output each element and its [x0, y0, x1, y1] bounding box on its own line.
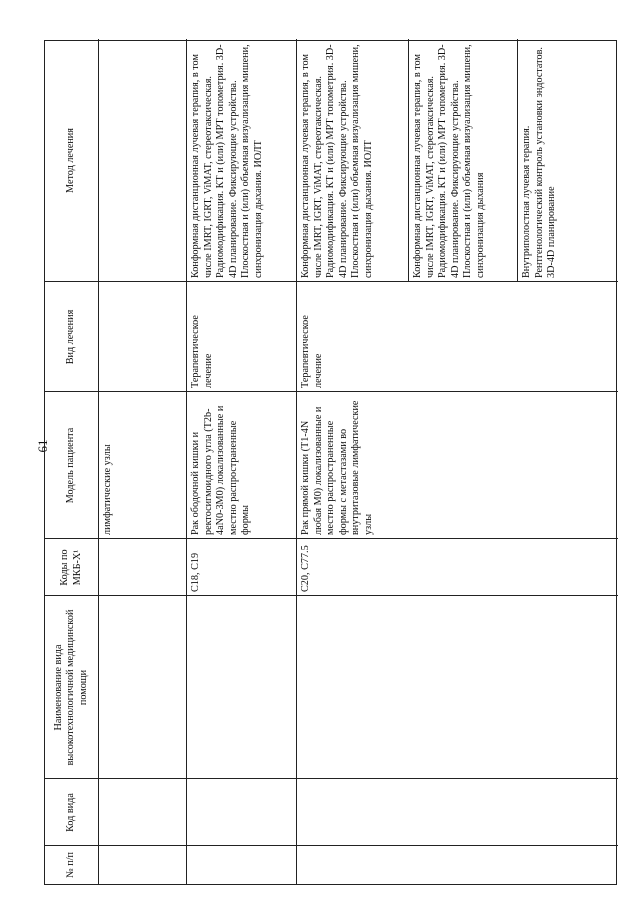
col-divider: [45, 845, 618, 846]
row-divider: [408, 39, 409, 282]
row-divider: [186, 39, 187, 884]
cell-vid: Терапевтическое лечение: [190, 315, 214, 388]
row-divider: [296, 39, 297, 884]
cell-method: Конформная дистанционная лучевая терапия, в том числе IMRT, IGRT, ViMAT, стереотаксическая. Радиомодификация. КТ и (или) МРТ топометрия. 3D-4D планирование. Фиксирующие устройства. Плоскостная и (или) объемная визуализация мишени, синхронизация дыхания. ИОЛТ: [190, 44, 264, 278]
cell-model: Рак прямой кишки (T1-4N любая M0) локализованные и местно распространенные формы с метастазами во внутритазовые лимфатические узлы: [300, 400, 374, 535]
header-mkb: Коды по МКБ-Х¹: [58, 549, 83, 586]
cell-vid: Терапевтическое лечение: [300, 315, 324, 388]
cell-mkb: C18, C19: [190, 552, 201, 592]
header-num: № п/п: [65, 852, 77, 879]
header-model: Модель пациента: [65, 427, 77, 504]
header-kod-vida: Код вида: [65, 793, 77, 832]
cell-vid: [100, 282, 184, 392]
cell-method: Конформная дистанционная лучевая терапия, в том числе IMRT, IGRT, ViMAT, стереотаксическая. Радиомодификация. КТ и (или) МРТ топометрия. 3D-4D планирование. Фиксирующие устройства. Плоскостная и (или) объемная визуализация мишени, синхронизация дыхания. ИОЛТ: [300, 44, 374, 278]
treatment-table: [44, 40, 617, 885]
col-divider: [45, 778, 618, 779]
header-method: Метод лечения: [65, 128, 77, 193]
cell-model: лимфатические узлы: [102, 444, 113, 535]
page-number: 61: [35, 439, 50, 453]
cell-method: Внутриполостная лучевая терапия. Рентгенологический контроль установки эндостатов. 3D-4D планирование: [521, 47, 558, 278]
header-vid: Вид лечения: [65, 309, 77, 365]
header-divider: [98, 39, 99, 884]
cell-method: [100, 39, 184, 282]
cell-method: Конформная дистанционная лучевая терапия, в том числе IMRT, IGRT, ViMAT, стереотаксическая. Радиомодификация. КТ и (или) МРТ топометрия. 3D-4D планирование. Фиксирующие устройства. Плоскостная и (или) объемная визуализация мишени, синхронизация дыхания: [412, 44, 486, 278]
row-divider: [517, 39, 518, 282]
rotated-table-content: [44, 40, 617, 885]
cell-mkb: [100, 539, 184, 596]
header-name: Наименование вида высокотехнологичной медицинской помощи: [52, 609, 89, 766]
cell-model: Рак ободочной кишки и ректосигмоидного угла (T2b-4aN0-3M0) локализованные и местно распространенные формы: [190, 405, 252, 535]
cell-mkb: C20, C77.5: [300, 545, 311, 592]
table-grid: [44, 40, 617, 885]
